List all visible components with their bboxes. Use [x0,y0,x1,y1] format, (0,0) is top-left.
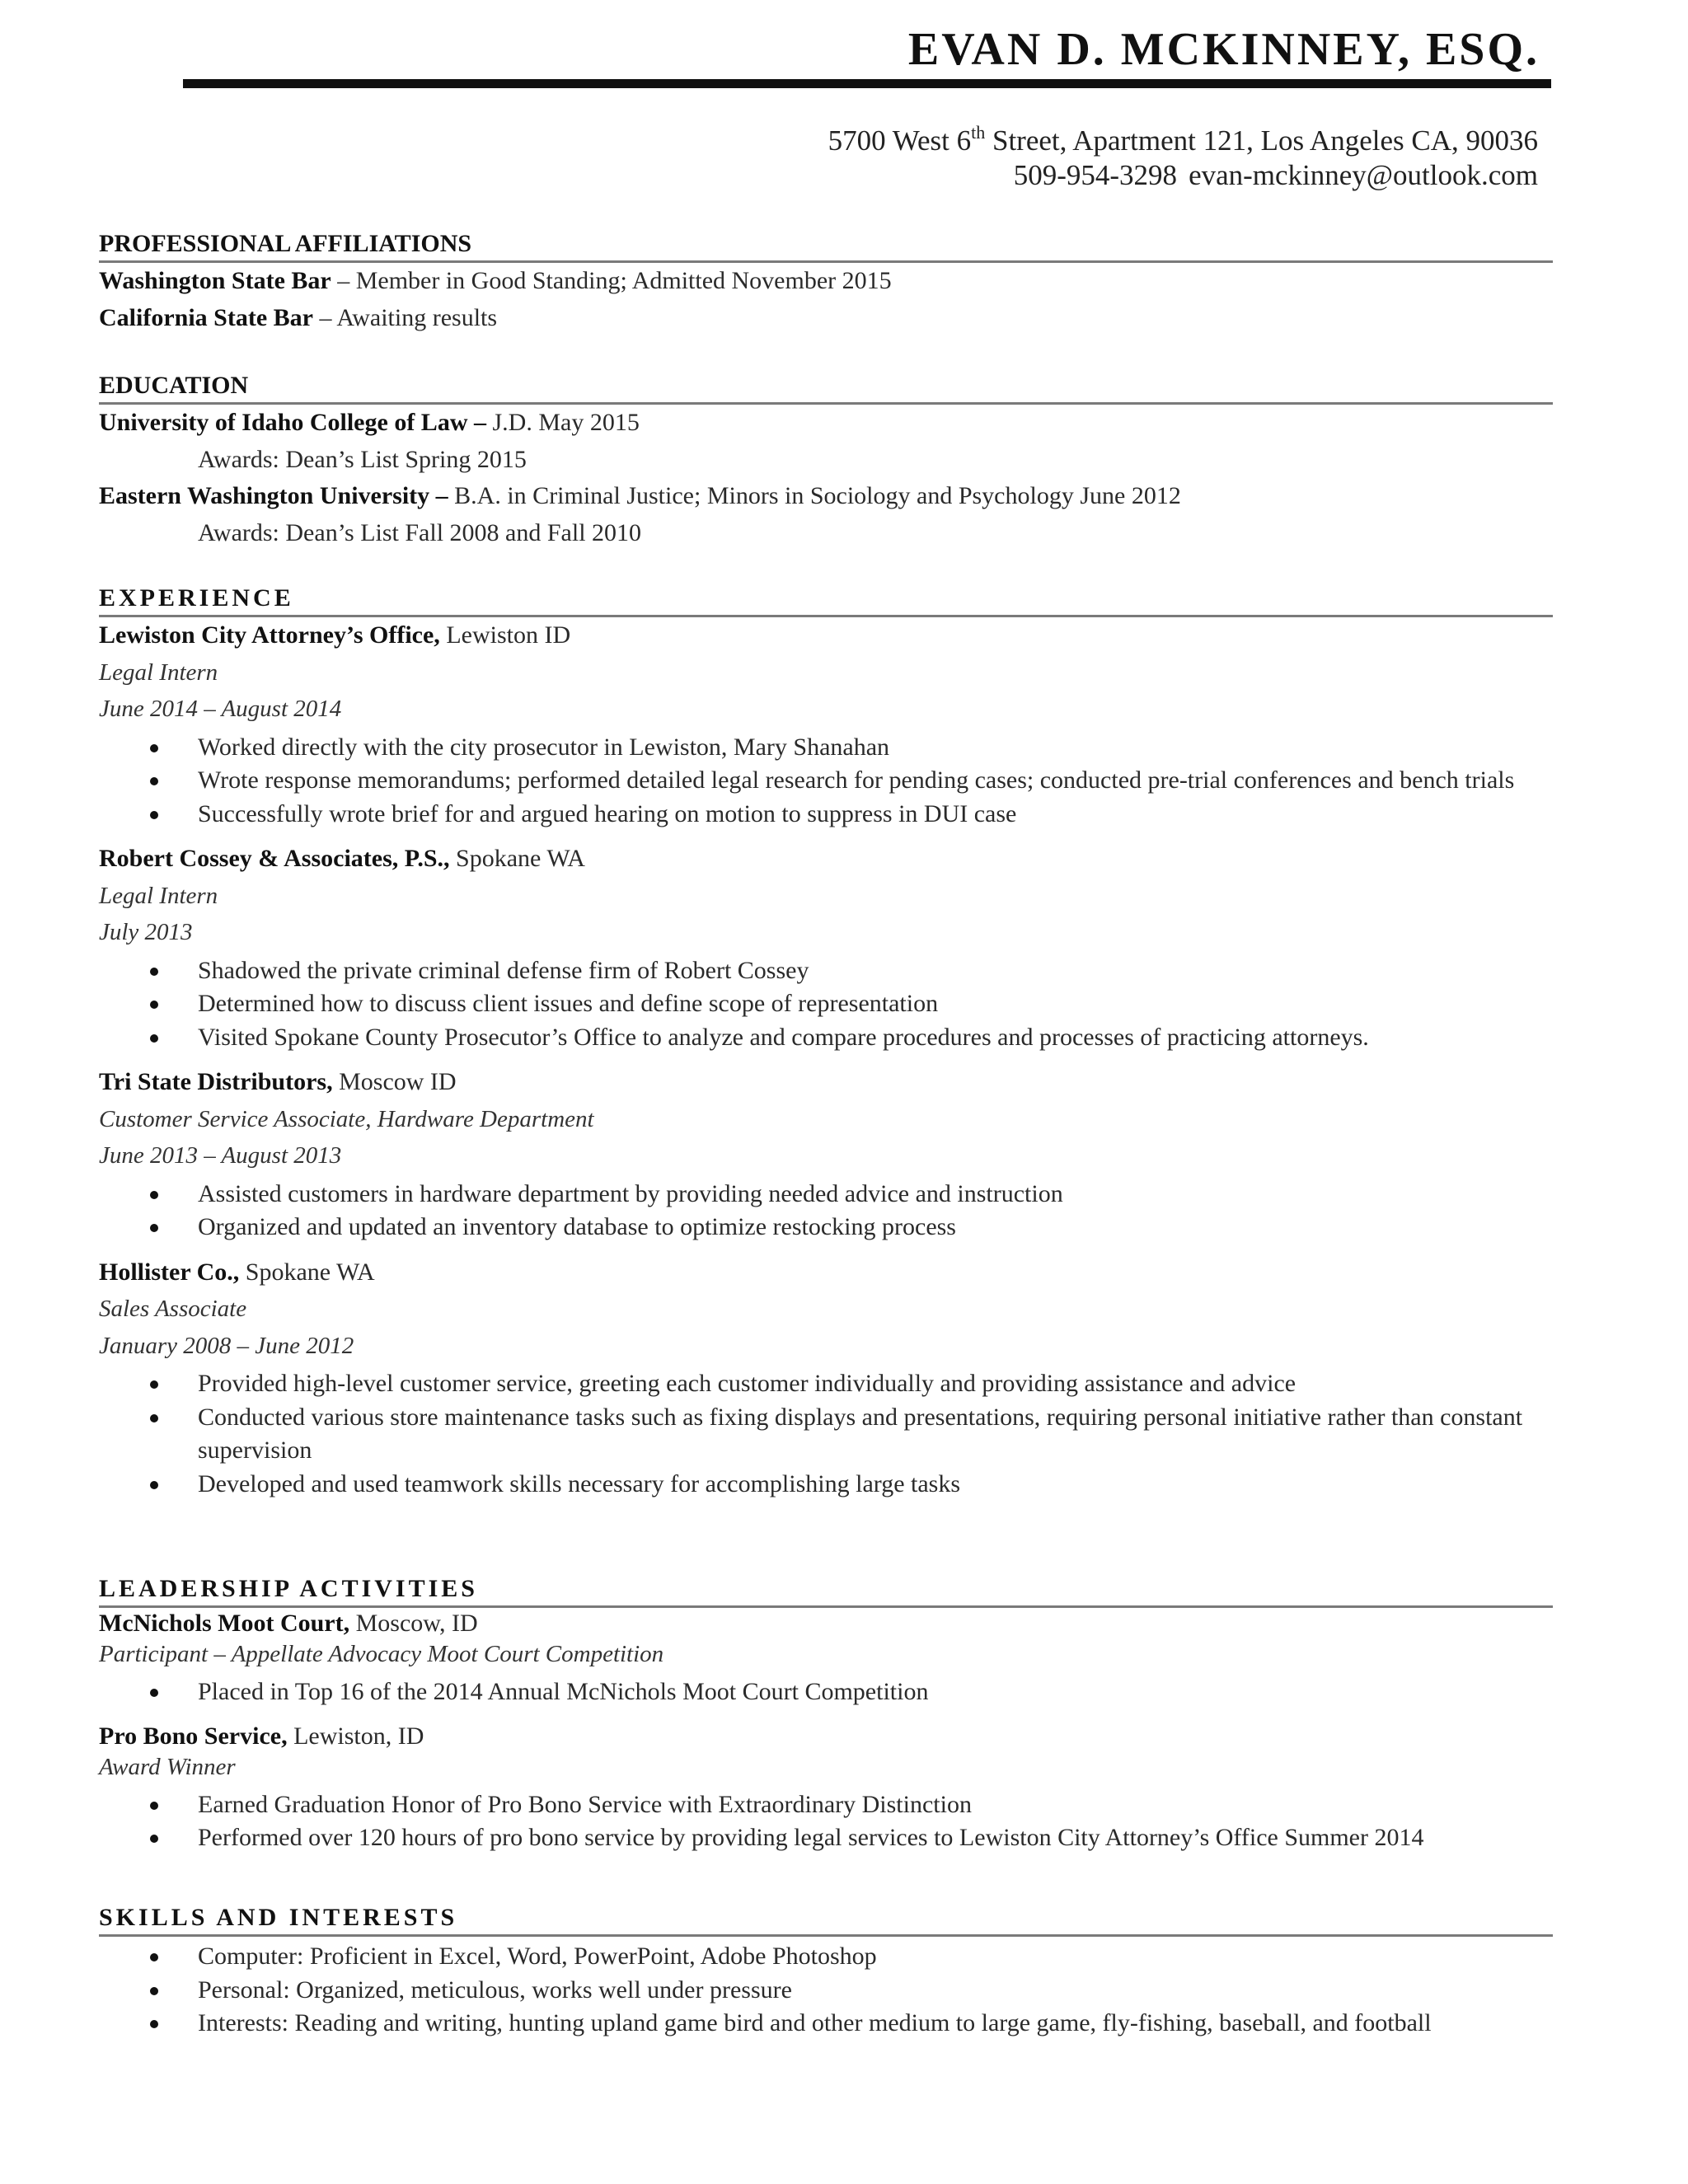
bullet-icon [150,744,158,752]
section-title: LEADERSHIP ACTIVITIES [99,1574,1553,1608]
list-item [99,2007,1553,2041]
job-header [99,841,1553,878]
address-part: Street, Apartment 121, Los Angeles CA, 90036 [985,124,1538,157]
job-dates: July 2013 [99,919,193,945]
employer-name: Hollister Co., [99,1258,240,1286]
education-item [99,478,1553,515]
list-item [99,1211,1553,1244]
bullet-icon [150,1191,158,1199]
bullet-text: Assisted customers in hardware department by providing needed advice and instruction [198,1179,1063,1207]
activity-role: Award Winner [99,1753,236,1780]
education-item [99,405,1553,442]
degree: J.D. May 2015 [485,409,640,436]
bullet-text: Visited Spokane County Prosecutor’s Office to analyze and compare procedures and processes of practicing attorneys. [198,1023,1369,1051]
list-item [99,1367,1553,1401]
leadership-section [99,1574,1553,1855]
job-location: Moscow ID [332,1068,457,1095]
education-awards: Awards: Dean’s List Spring 2015 [198,445,527,473]
phone-number: 509-954-3298 [1013,159,1178,191]
affiliation-detail: – Member in Good Standing; Admitted November 2015 [331,267,892,294]
job-bullets [99,731,1553,832]
employer-name: Robert Cossey & Associates, P.S., [99,845,450,872]
section-title: PROFESSIONAL AFFILIATIONS [99,229,1553,263]
job-bullets [99,1178,1553,1244]
bullet-icon [150,1802,158,1810]
bullet-icon [150,1001,158,1009]
bullet-icon [150,968,158,976]
email-address: evan-mckinney@outlook.com [1189,159,1538,191]
job-location: Spokane WA [449,845,585,872]
section-title: SKILLS AND INTERESTS [99,1903,1553,1937]
list-item [99,954,1553,988]
bullet-text: Personal: Organized, meticulous, works well under pressure [198,1975,792,2004]
list-item [99,1940,1553,1974]
skills-bullets [99,1940,1553,2041]
bullet-text: Interests: Reading and writing, hunting upland game bird and other medium to large game, fly-fishing, baseball, and football [198,2009,1432,2036]
bullet-text: Organized and updated an inventory database to optimize restocking process [198,1213,956,1240]
bullet-text: Developed and used teamwork skills necessary for accomplishing large tasks [198,1469,961,1497]
affiliation-item [99,263,1553,300]
bullet-text: Conducted various store maintenance tasks such as fixing displays and presentations, requiring personal initiative rather than constant supervision [198,1403,1523,1464]
activity-org: Pro Bono Service, [99,1722,288,1750]
school-name: University of Idaho College of Law – [99,409,486,436]
list-item [99,731,1553,765]
header-rule [183,79,1551,88]
list-item [99,1021,1553,1055]
employer-name: Tri State Distributors, [99,1068,333,1095]
bullet-text: Determined how to discuss client issues and define scope of representation [198,990,939,1017]
affiliation-item [99,300,1553,337]
bullet-text: Successfully wrote brief for and argued hearing on motion to suppress in DUI case [198,799,1017,827]
bullet-text: Computer: Proficient in Excel, Word, PowerPoint, Adobe Photoshop [198,1943,877,1970]
bullet-icon [150,1034,158,1043]
job-entry [99,1064,1553,1244]
degree: B.A. in Criminal Justice; Minors in Sociology and Psychology June 2012 [448,482,1181,509]
activity-bullets [99,1675,1553,1709]
affiliation-org: Washington State Bar [99,267,331,294]
list-item [99,1821,1553,1855]
address-line [828,124,1538,158]
bullet-icon [150,811,158,819]
job-header [99,1064,1553,1101]
list-item [99,1178,1553,1212]
job-location: Lewiston ID [439,621,571,649]
list-item [99,1974,1553,2008]
bullet-icon [150,1224,158,1232]
address-part: 5700 West 6 [828,124,972,157]
job-dates: January 2008 – June 2012 [99,1332,354,1359]
job-header [99,1254,1553,1291]
candidate-name: EVAN D. MCKINNEY, ESQ. [907,24,1540,75]
job-location: Spokane WA [239,1258,375,1286]
activity-entry [99,1608,1553,1709]
list-item [99,798,1553,832]
job-entry [99,617,1553,831]
activity-header [99,1608,1553,1639]
bullet-icon [150,1835,158,1843]
education-awards: Awards: Dean’s List Fall 2008 and Fall 2010 [198,518,642,546]
section-title: EXPERIENCE [99,583,1553,617]
bullet-text: Earned Graduation Honor of Pro Bono Service with Extraordinary Distinction [198,1790,972,1818]
skills-section [99,1903,1553,2041]
list-item [99,1788,1553,1822]
job-dates: June 2014 – August 2014 [99,696,342,722]
job-entry [99,841,1553,1054]
experience-section [99,583,1553,1501]
bullet-text: Provided high-level customer service, greeting each customer individually and providing assistance and advice [198,1370,1296,1397]
education-section [99,371,1553,551]
bullet-icon [150,1380,158,1389]
job-entry [99,1254,1553,1502]
list-item [99,1401,1553,1468]
affiliation-org: California State Bar [99,303,313,331]
activity-org: McNichols Moot Court, [99,1610,350,1637]
activity-location: Moscow, ID [349,1610,478,1637]
list-item [99,1468,1553,1502]
affiliation-detail: – Awaiting results [312,303,498,331]
bullet-icon [150,2020,158,2028]
job-role: Legal Intern [99,658,218,686]
list-item [99,1675,1553,1709]
bullet-text: Performed over 120 hours of pro bono service by providing legal services to Lewiston City Attorney’s Office Summer 2014 [198,1824,1424,1851]
section-title: EDUCATION [99,371,1553,405]
activity-entry [99,1721,1553,1855]
activity-location: Lewiston, ID [287,1722,424,1750]
job-header [99,617,1553,654]
school-name: Eastern Washington University – [99,482,448,509]
affiliations-section [99,229,1553,336]
bullet-icon [150,1414,158,1422]
activity-role: Participant – Appellate Advocacy Moot Court Competition [99,1641,664,1667]
list-item [99,987,1553,1021]
bullet-text: Placed in Top 16 of the 2014 Annual McNichols Moot Court Competition [198,1678,929,1705]
list-item [99,764,1553,798]
job-bullets [99,1367,1553,1501]
phone-email-line [828,158,1538,193]
employer-name: Lewiston City Attorney’s Office, [99,621,440,649]
activity-bullets [99,1788,1553,1855]
job-role: Sales Associate [99,1296,247,1322]
job-role: Customer Service Associate, Hardware Department [99,1105,594,1132]
activity-header [99,1721,1553,1752]
address-superscript: th [971,122,986,143]
job-dates: June 2013 – August 2013 [99,1142,342,1169]
bullet-icon [150,1689,158,1697]
bullet-text: Worked directly with the city prosecutor in Lewiston, Mary Shanahan [198,733,890,761]
job-bullets [99,954,1553,1055]
bullet-icon [150,1953,158,1961]
job-role: Legal Intern [99,882,218,909]
bullet-text: Shadowed the private criminal defense firm of Robert Cossey [198,956,809,984]
bullet-icon [150,1987,158,1995]
bullet-icon [150,1481,158,1489]
bullet-text: Wrote response memorandums; performed detailed legal research for pending cases; conducted pre-trial conferences and bench trials [198,766,1515,794]
bullet-icon [150,777,158,785]
contact-block [828,124,1538,193]
